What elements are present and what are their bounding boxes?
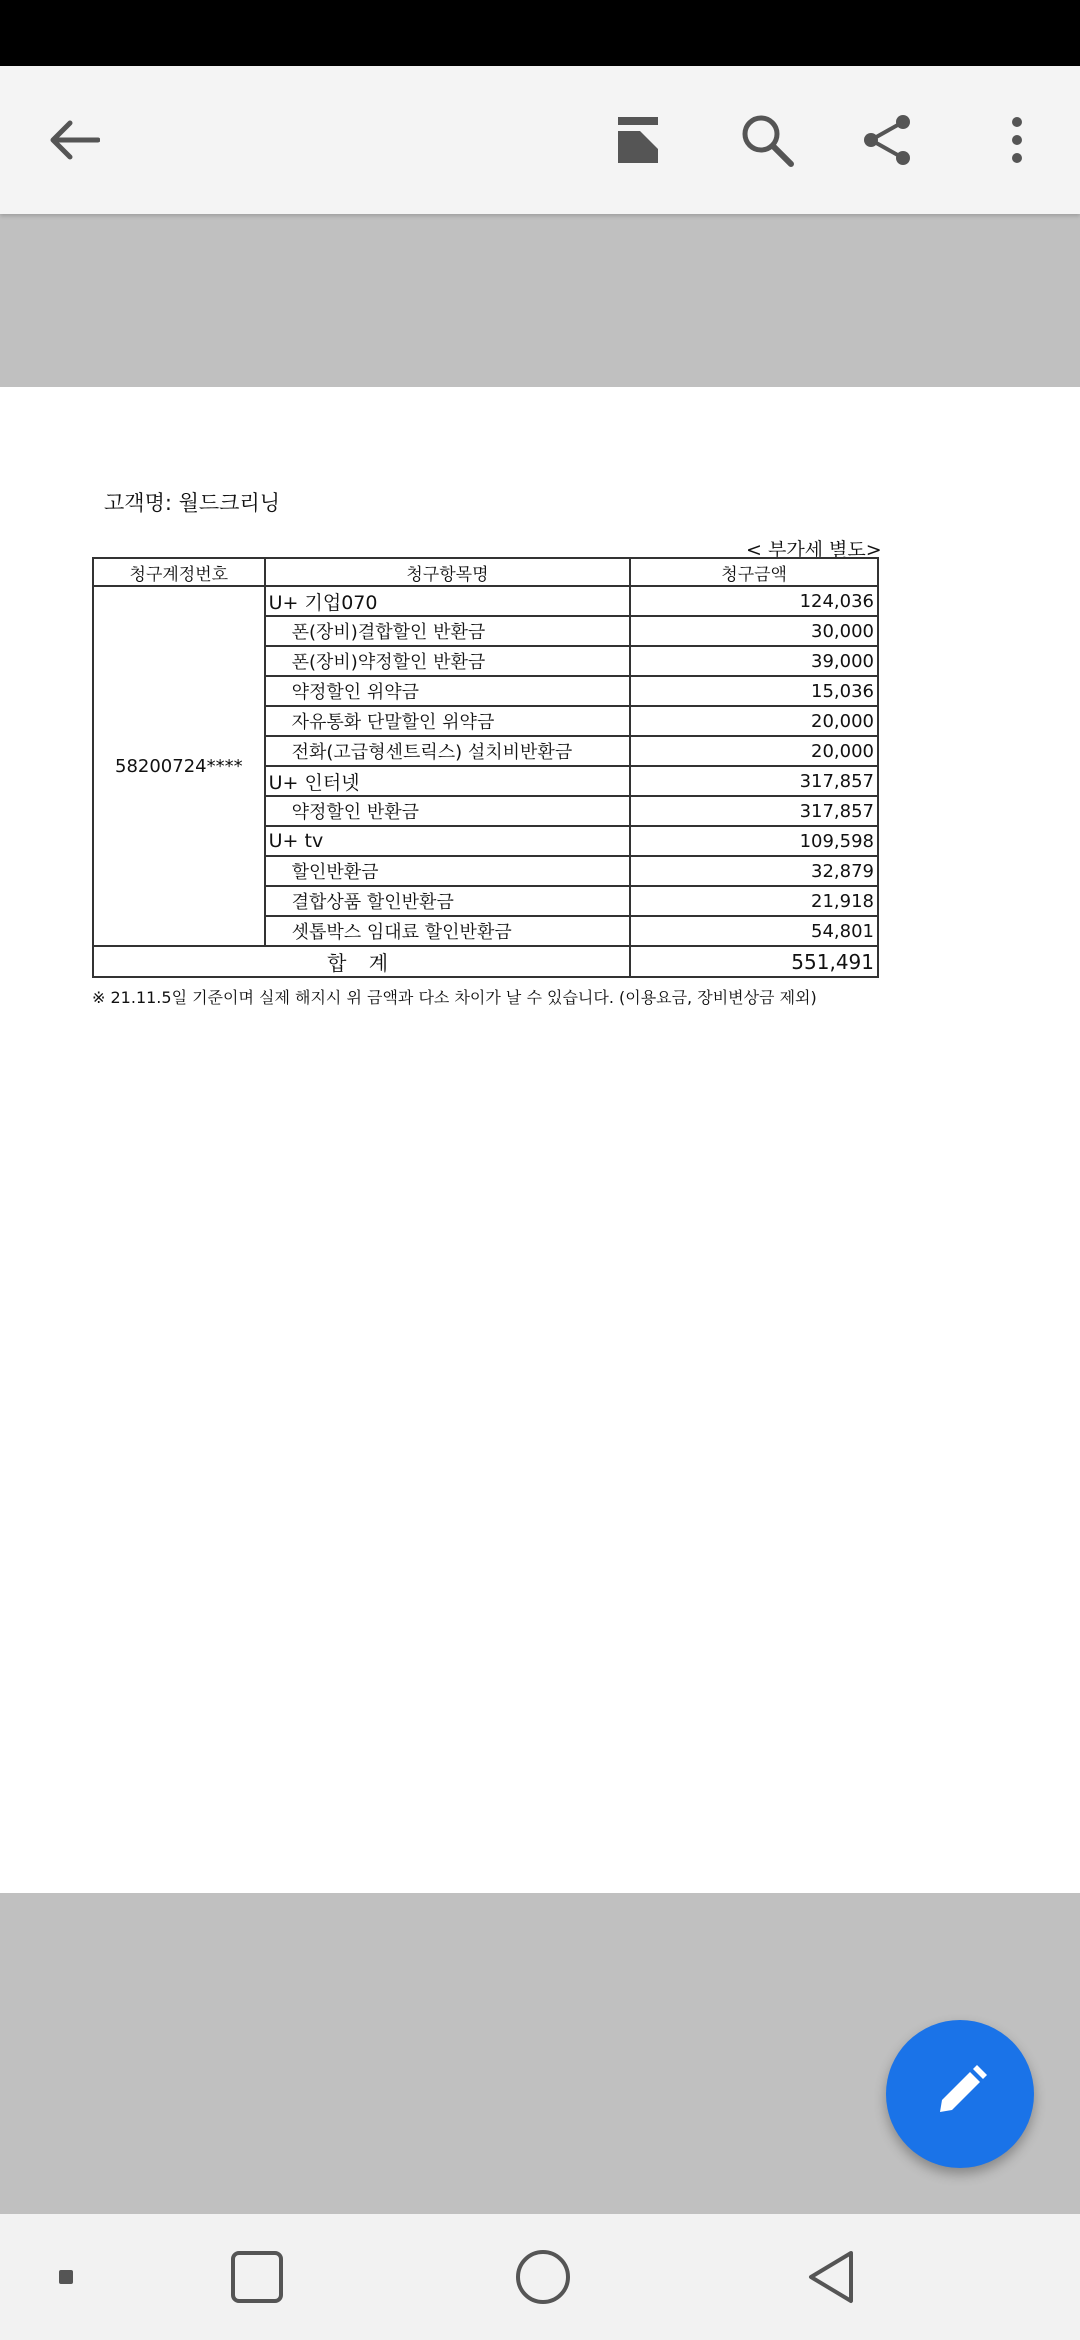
item-amount: 30,000 xyxy=(630,616,878,646)
share-icon[interactable] xyxy=(857,110,917,170)
item-amount: 124,036 xyxy=(630,586,878,616)
item-amount: 317,857 xyxy=(630,766,878,796)
reading-mode-icon[interactable] xyxy=(608,110,668,170)
vat-note: < 부가세 별도> xyxy=(746,539,882,561)
status-bar xyxy=(0,0,1080,66)
table-header-row xyxy=(93,558,878,586)
column-header: 청구금액 xyxy=(630,558,878,586)
document-page[interactable] xyxy=(0,387,1080,1893)
customer-name: 고객명: 월드크리닝 xyxy=(104,491,281,515)
system-nav-bar xyxy=(0,2214,1080,2340)
back-triangle-icon[interactable] xyxy=(798,2244,864,2310)
table-row xyxy=(93,586,878,616)
item-name: 폰(장비)약정할인 반환금 xyxy=(265,646,631,676)
bill-document xyxy=(0,387,1080,1893)
item-name: 할인반환금 xyxy=(265,856,631,886)
item-amount: 20,000 xyxy=(630,736,878,766)
item-amount: 109,598 xyxy=(630,826,878,856)
item-amount: 32,879 xyxy=(630,856,878,886)
item-name: 폰(장비)결합할인 반환금 xyxy=(265,616,631,646)
item-name: 자유통화 단말할인 위약금 xyxy=(265,706,631,736)
total-row xyxy=(93,946,878,977)
recents-square-icon[interactable] xyxy=(224,2244,290,2310)
item-name: 약정할인 위약금 xyxy=(265,676,631,706)
total-amount: 551,491 xyxy=(630,946,878,977)
app-bar xyxy=(0,66,1080,214)
item-name: U+ 인터넷 xyxy=(265,766,631,796)
back-arrow-icon[interactable] xyxy=(44,110,104,170)
item-name: U+ tv xyxy=(265,826,631,856)
dot-icon[interactable] xyxy=(33,2244,99,2310)
item-amount: 20,000 xyxy=(630,706,878,736)
footnote: ※ 21.11.5일 기준이며 실제 해지시 위 금액과 다소 차이가 날 수 있습니다. (이용요금, 장비변상금 제외) xyxy=(92,988,817,1007)
item-amount: 15,036 xyxy=(630,676,878,706)
item-name: 전화(고급형센트릭스) 설치비반환금 xyxy=(265,736,631,766)
item-name: U+ 기업070 xyxy=(265,586,631,616)
item-name: 결합상품 할인반환금 xyxy=(265,886,631,916)
column-header: 청구항목명 xyxy=(265,558,631,586)
item-amount: 54,801 xyxy=(630,916,878,946)
more-vert-icon[interactable] xyxy=(987,110,1047,170)
home-circle-icon[interactable] xyxy=(510,2244,576,2310)
item-amount: 317,857 xyxy=(630,796,878,826)
edit-pencil-icon xyxy=(930,2062,990,2126)
item-name: 셋톱박스 임대료 할인반환금 xyxy=(265,916,631,946)
search-icon[interactable] xyxy=(737,110,797,170)
item-amount: 21,918 xyxy=(630,886,878,916)
item-amount: 39,000 xyxy=(630,646,878,676)
column-header: 청구계정번호 xyxy=(93,558,265,586)
total-label: 합 계 xyxy=(93,946,630,977)
bill-table xyxy=(92,557,879,978)
item-name: 약정할인 반환금 xyxy=(265,796,631,826)
edit-fab-button[interactable] xyxy=(886,2020,1034,2168)
account-number: 58200724**** xyxy=(93,586,265,946)
